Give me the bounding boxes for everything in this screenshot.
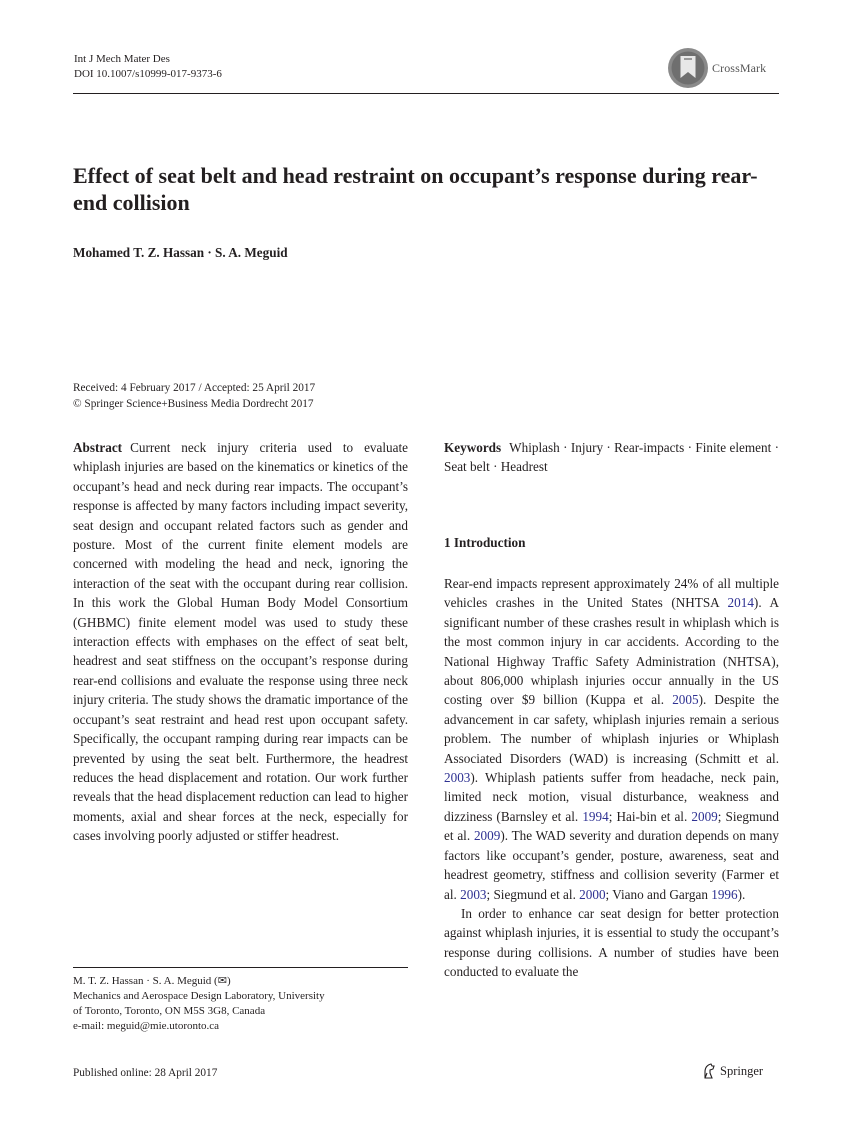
springer-logo [702, 1063, 763, 1079]
keywords-label: Keywords [444, 440, 502, 455]
text-run: ). A significant number of these crashes result in whiplash which is the most common injury in car accidents. According to the National Highway Traffic Safety Administration (NHTSA), about 806,000 whiplash injuries occur annually in the US costing over $9 billion (Kuppa et al. [444, 595, 779, 708]
citation-link[interactable]: 2000 [579, 886, 606, 902]
affiliation-address: of Toronto, Toronto, ON M5S 3G8, Canada [73, 1005, 266, 1017]
footnote-divider [73, 967, 408, 968]
crossmark-icon [667, 47, 709, 89]
affiliation-paren: ) [226, 975, 231, 987]
journal-name: Int J Mech Mater Des [74, 53, 170, 65]
keywords [444, 438, 779, 477]
citation-link[interactable]: 2005 [672, 692, 699, 708]
citation-link[interactable]: 2003 [444, 770, 471, 786]
crossmark-badge[interactable] [667, 46, 766, 90]
citation-link[interactable]: 2009 [691, 808, 718, 824]
text-run: Rear-end impacts represent approximately 24% of all multiple vehicles crashes in the United States (NHTSA [444, 576, 779, 611]
paper-title: Effect of seat belt and head restraint on occupant’s response during rear-end collision [73, 163, 758, 215]
intro-paragraph-2: In order to enhance car seat design for better protection against whiplash injuries, it is essential to study the occupant’s response during collisions. A number of studies have been conducted to evaluate the [444, 905, 779, 980]
copyright: © Springer Science+Business Media Dordrecht 2017 [73, 398, 314, 410]
abstract-label: Abstract [73, 440, 123, 455]
affiliation-lab: Mechanics and Aerospace Design Laboratory, University [73, 990, 325, 1002]
received-accepted: Received: 4 February 2017 / Accepted: 25 April 2017 [73, 382, 316, 394]
text-run: ; Siegmund et al. [444, 808, 779, 844]
citation-link[interactable]: 2003 [460, 886, 487, 902]
header-divider [73, 93, 779, 94]
published-online: Published online: 28 April 2017 [73, 1067, 218, 1079]
affiliation-authors: M. T. Z. Hassan · S. A. Meguid ( [73, 975, 218, 987]
author-list: Mohamed T. Z. Hassan · S. A. Meguid [73, 245, 288, 260]
keywords-text: Whiplash · Injury · Rear-impacts · Finite element · Seat belt · Headrest [444, 440, 779, 475]
text-run: ; Hai-bin et al. [608, 808, 692, 824]
intro-paragraph-1 [444, 574, 779, 904]
envelope-icon: ✉ [217, 975, 227, 987]
citation-link[interactable]: 1996 [711, 886, 738, 902]
text-run: ; Siegmund et al. [486, 886, 580, 902]
citation-link[interactable]: 2014 [727, 595, 754, 611]
abstract-text: Current neck injury criteria used to evaluate whiplash injuries are based on the kinematics or kinetics of the occupant’s head and neck during rear impacts. The occupant’s response is affected by many factors including impact severity, seat design and occupant related factors such as gender and posture. Most of the current finite element models are concerned with modeling the head and neck, ignoring the interaction of the seat with the occupant during rear collision. In this work the Global Human Body Model Consortium (GHBMC) finite element model was used to study these interaction effects with emphases on the effect of seat belt, headrest and seat stiffness on the occupant’s response during rear-end collisions and evaluate the response using three neck injury criteria. The study shows the dramatic importance of the occupant’s seat restraint and head rest upon occupant safety. Specifically, the occupant ramping during rear impacts can be prevented by using the seat belt. Furthermore, the headrest reduces the head displacement and rotation. Our work further reveals that the head displacement reduction can lead to higher moments, axial and shear forces at the neck, especially for cases involving poorly adjusted or stiffer headrest. [73, 440, 408, 844]
journal-info [74, 52, 222, 82]
abstract [73, 438, 408, 846]
author-affiliation [73, 974, 413, 1034]
introduction-text [444, 574, 779, 982]
doi[interactable]: DOI 10.1007/s10999-017-9373-6 [74, 68, 222, 80]
text-run: ; Viano and Gargan [605, 886, 712, 902]
springer-wordmark: Springer [720, 1063, 764, 1078]
citation-link[interactable]: 2009 [473, 828, 501, 844]
text-run: ). Despite the advancement in car safety, whiplash injuries remain a serious problem. The number of whiplash injuries or Whiplash Associated Disorders (WAD) is increasing (Schmitt et al. [444, 692, 779, 766]
text-run: ). The WAD severity and duration depends on many factors like occupant’s gender, posture, awareness, seat and headrest geometry, stiffness and collision severity (Farmer et al. [444, 828, 779, 902]
text-run: ). Whiplash patients suffer from headache, neck pain, limited neck motion, visual disturbance, weakness and dizziness (Barnsley et al. [444, 770, 779, 824]
springer-horse-icon [702, 1063, 716, 1079]
affiliation-email[interactable]: e-mail: meguid@mie.utoronto.ca [73, 1020, 220, 1032]
section-heading-introduction: 1 Introduction [444, 535, 526, 550]
affiliation-names [73, 974, 413, 989]
citation-link[interactable]: 1994 [582, 808, 609, 824]
publication-dates [73, 380, 315, 412]
text-run: ). [737, 886, 746, 902]
crossmark-label: CrossMark [712, 60, 767, 75]
